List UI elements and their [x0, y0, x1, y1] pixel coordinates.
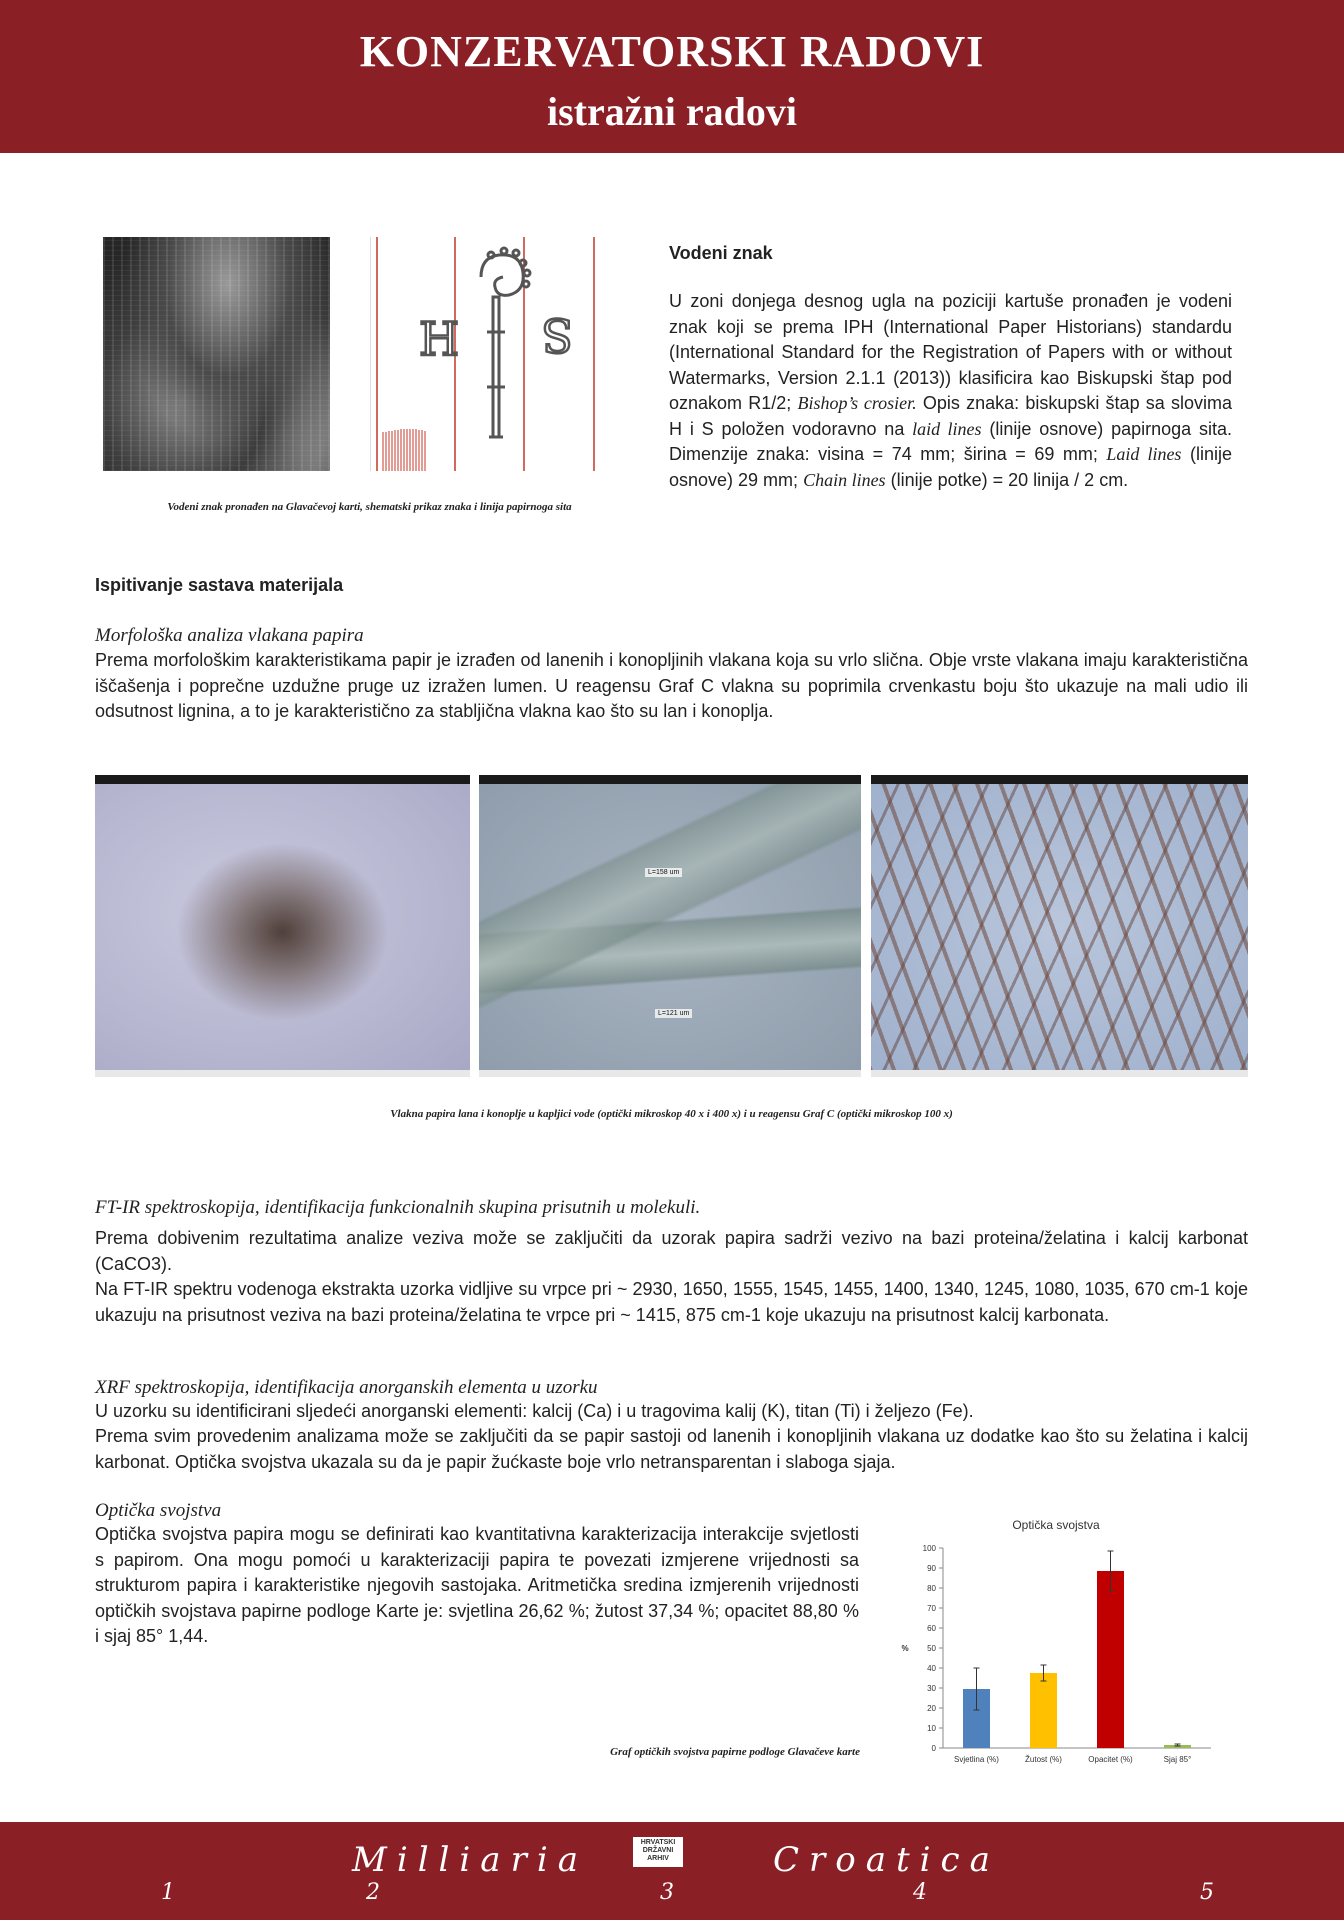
- y-axis-label: %: [901, 1644, 909, 1653]
- italic-run: laid lines: [912, 418, 982, 439]
- y-tick-label: 50: [927, 1644, 936, 1653]
- optics-title: Optička svojstva: [95, 1500, 222, 1521]
- y-tick-label: 90: [927, 1564, 936, 1573]
- text-run: (linije osnove) 29 mm;: [669, 444, 1232, 490]
- page-subtitle: istražni radovi: [547, 89, 797, 134]
- y-tick-label: 40: [927, 1664, 936, 1673]
- italic-run: Chain lines: [803, 469, 886, 490]
- y-tick-label: 0: [931, 1744, 936, 1753]
- y-tick-label: 20: [927, 1704, 936, 1713]
- optics-text: Optička svojstva papira mogu se definirati kao kvantitativna karakterizacija interakcije svjetlosti s papirom. Ona mogu pomoći u karakterizaciji papira te povezati izmjerene vrijednosti sa strukturom papira i karakteristike njegovih sastojaka. Aritmetička sredina izmjerenih vrijednosti optičkih svojstava papirne podloge Karte je: svjetlina 26,62 %; žutost 37,34 %; opacitet 88,80 % i sjaj 85° 1,44.: [95, 1524, 859, 1646]
- ftir-text-1: Prema dobivenim rezultatima analize veziva može se zaključiti da uzorak papira sadrži vezivo na bazi proteina/želatina i kalcij karbonat (CaCO3).: [95, 1228, 1248, 1274]
- footer-number: 2: [366, 1880, 380, 1905]
- page-footer: [0, 1822, 1344, 1920]
- xrf-text-2: Prema svim provedenim analizama može se zaključiti da se papir sastoji od lanenih i konopljinih vlakana uz dodatke kao što su želatina i kalcij karbonat. Optička svojstva ukazala su da je papir žućkaste boje vrlo netransparentan i slaboga sjaja.: [95, 1426, 1248, 1472]
- page-title: KONZERVATORSKI RADOVI: [359, 27, 985, 76]
- xrf-text-1: U uzorku su identificirani sljedeći anorganski elementi: kalcij (Ca) i u tragovima kalij (K), titan (Ti) i željezo (Fe).: [95, 1401, 974, 1421]
- watermark-heading: Vodeni znak: [669, 243, 773, 263]
- y-tick-label: 70: [927, 1604, 936, 1613]
- footer-number: 5: [1200, 1880, 1214, 1905]
- y-tick-label: 60: [927, 1624, 936, 1633]
- italic-run: Bishop’s crosier.: [797, 393, 917, 413]
- footer-number: 1: [161, 1880, 175, 1905]
- materials-heading: Ispitivanje sastava materijala: [95, 575, 344, 595]
- text-run: (linije osnove) papirnoga sita. Dimenzije znaka: visina = 74 mm; širina = 69 mm;: [669, 418, 1232, 464]
- chart-title: Optička svojstva: [1012, 1518, 1100, 1532]
- footer-word-milliaria: Milliaria: [352, 1840, 588, 1880]
- y-tick-label: 100: [922, 1544, 936, 1553]
- ftir-text-2: Na FT-IR spektru vodenoga ekstrakta uzorka vidljive su vrpce pri ~ 2930, 1650, 1555, 1545, 1455, 1400, 1340, 1245, 1080, 1035, 670 cm-1 koje ukazuju na prisutnost veziva na bazi proteina/želatina te vrpce pri ~ 1415, 875 cm-1 koje ukazuju na prisutnost kalcij karbonata.: [95, 1279, 1248, 1325]
- logo-line: ARHIV: [647, 1855, 669, 1862]
- microscope-image-3: [871, 775, 1248, 1077]
- morphology-title: Morfološka analiza vlakana papira: [95, 625, 364, 646]
- optics-chart-svg: [893, 1512, 1218, 1774]
- footer-number: 4: [913, 1880, 927, 1905]
- category-label: Svjetlina (%): [954, 1755, 999, 1764]
- watermark-description: [669, 289, 1232, 493]
- y-tick-label: 10: [927, 1724, 936, 1733]
- watermark-caption: Vodeni znak pronađen na Glavačevoj karti, shematski prikaz znaka i linija papirnoga sita: [167, 501, 572, 513]
- bar-2: [1030, 1673, 1057, 1748]
- watermark-photo: [103, 237, 330, 471]
- watermark-letter-h: H: [419, 312, 460, 366]
- microscope-image-1: [95, 775, 470, 1077]
- y-tick-label: 30: [927, 1684, 936, 1693]
- logo-line: HRVATSKI: [640, 1839, 676, 1846]
- logo-line: DRŽAVNI: [642, 1847, 674, 1854]
- footer-word-croatica: Croatica: [773, 1840, 1000, 1880]
- xrf-title: XRF spektroskopija, identifikacija anorganskih elementa u uzorku: [95, 1377, 598, 1398]
- page-header: [0, 0, 1344, 153]
- watermark-letter-s: S: [541, 308, 573, 362]
- chart-caption: Graf optičkih svojstva papirne podloge Glavačeve karte: [610, 1746, 860, 1758]
- microscope-image-2: [479, 775, 861, 1077]
- y-tick-label: 80: [927, 1584, 936, 1593]
- category-label: Sjaj 85°: [1163, 1755, 1192, 1764]
- bar-3: [1097, 1571, 1124, 1748]
- text-run: (linije potke) = 20 linija / 2 cm.: [885, 469, 1129, 490]
- ftir-title: FT-IR spektroskopija, identifikacija funkcionalnih skupina prisutnih u molekuli.: [95, 1197, 701, 1218]
- footer-number: 3: [660, 1880, 674, 1905]
- microscope-caption: Vlakna papira lana i konoplje u kapljici vode (optički mikroskop 40 x i 400 x) i u reagensu Graf C (optički mikroskop 100 x): [390, 1108, 953, 1120]
- watermark-drawing: [370, 237, 637, 471]
- watermark-schematic: [371, 237, 637, 471]
- text-run: U zoni donjega desnog ugla na poziciji kartuše pronađen je vodeni znak koji se prema IPH (International Paper Historians) standardu (International Standard for the Registration of Papers with or without Watermarks, Version 2.1.1 (2013)) klasificira kao Biskupski štap pod oznakom R1/2;: [669, 291, 1232, 413]
- archive-logo: [633, 1837, 683, 1867]
- measurement-label: L=121 um: [655, 1009, 692, 1018]
- measurement-label: L=158 um: [645, 868, 682, 877]
- optics-chart: [893, 1512, 1218, 1774]
- italic-run: Laid lines: [1106, 444, 1182, 464]
- category-label: Žutost (%): [1025, 1755, 1062, 1764]
- text-run: Opis znaka: biskupski štap sa slovima H i S položen vodoravno na: [669, 393, 1233, 439]
- category-label: Opacitet (%): [1088, 1755, 1133, 1764]
- morphology-text: Prema morfološkim karakteristikama papir je izrađen od lanenih i konopljinih vlakana koja su vrlo slična. Obje vrste vlakana imaju karakteristična iščašenja i poprečne uzdužne pruge uz izražen lumen. U reagensu Graf C vlakna su poprimila crvenkastu boju što ukazuje na mali udio ili odsutnost lignina, a to je karakteristično za stabljična vlakna kao što su lan i konoplja.: [95, 650, 1248, 721]
